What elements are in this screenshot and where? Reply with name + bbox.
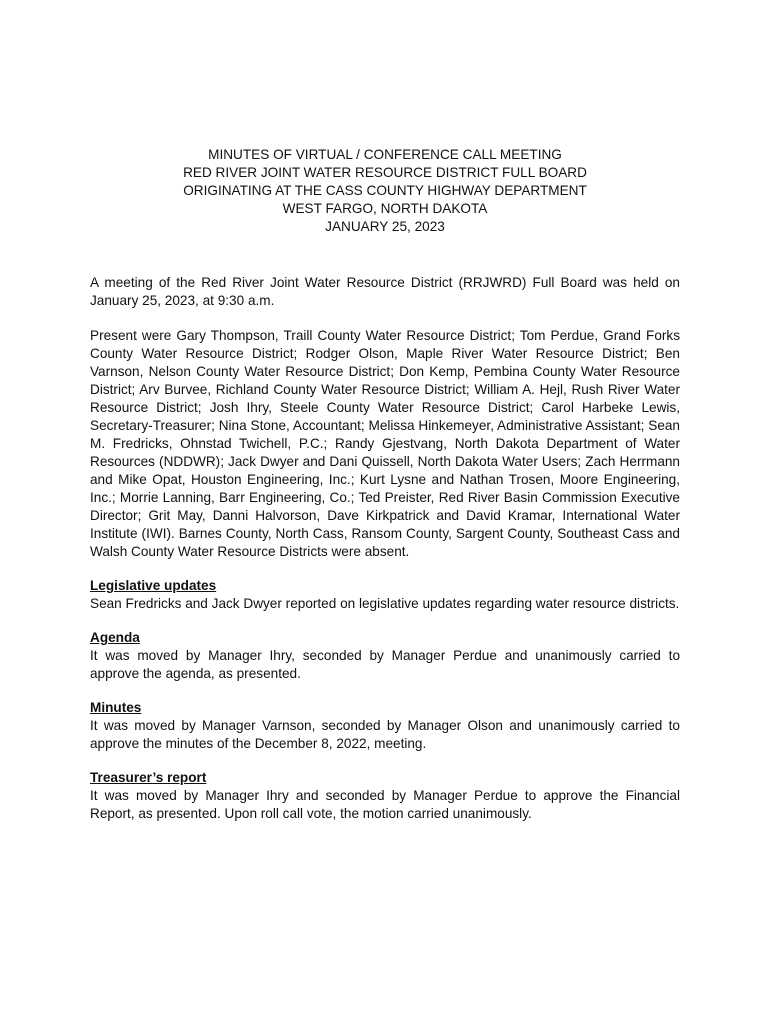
section-body: Sean Fredricks and Jack Dwyer reported on legislative updates regarding water resource districts. (90, 596, 680, 611)
section-heading: Minutes (90, 700, 142, 715)
title-line-1: MINUTES OF VIRTUAL / CONFERENCE CALL MEETING (208, 147, 562, 162)
section-heading: Legislative updates (90, 578, 217, 593)
title-line-5: JANUARY 25, 2023 (325, 219, 445, 234)
section-agenda (90, 629, 680, 683)
title-line-3: ORIGINATING AT THE CASS COUNTY HIGHWAY DEPARTMENT (183, 183, 587, 198)
section-treasurers-report (90, 769, 680, 823)
section-body: It was moved by Manager Varnson, seconded by Manager Olson and unanimously carried to approve the minutes of the December 8, 2022, meeting. (90, 718, 680, 751)
title-line-4: WEST FARGO, NORTH DAKOTA (282, 201, 488, 216)
intro-paragraph: A meeting of the Red River Joint Water Resource District (RRJWRD) Full Board was held on January 25, 2023, at 9:30 a.m. (90, 275, 680, 308)
section-minutes (90, 699, 680, 753)
section-heading: Agenda (90, 630, 140, 645)
attendees-paragraph: Present were Gary Thompson, Traill County Water Resource District; Tom Perdue, Grand Forks County Water Resource District; Rodger Olson, Maple River Water Resource District; Ben Varnson, Nelson County Water Resource District; Don Kemp, Pembina County Water Resource District; Arv Burvee, Richland County Water Resource District; William A. Hejl, Rush River Water Resource District; Josh Ihry, Steele County Water Resource District; Carol Harbeke Lewis, Secretary-Treasurer; Nina Stone, Accountant; Melissa Hinkemeyer, Administrative Assistant; Sean M. Fredricks, Ohnstad Twichell, P.C.; Randy Gjestvang, North Dakota Department of Water Resources (NDDWR); Jack Dwyer and Dani Quissell, North Dakota Water Users; Zach Herrmann and Mike Opat, Houston Engineering, Inc.; Kurt Lysne and Nathan Trosen, Moore Engineering, Inc.; Morrie Lanning, Barr Engineering, Co.; Ted Preister, Red River Basin Commission Executive Director; Grit May, Danni Halvorson, Dave Kirkpatrick and David Kramar, International Water Institute (IWI). Barnes County, North Cass, Ransom County, Sargent County, Southeast Cass and Walsh County Water Resource Districts were absent. (90, 328, 680, 559)
document-title (90, 146, 680, 236)
section-heading: Treasurer’s report (90, 770, 207, 785)
title-line-2: RED RIVER JOINT WATER RESOURCE DISTRICT FULL BOARD (183, 165, 587, 180)
section-body: It was moved by Manager Ihry and seconded by Manager Perdue to approve the Financial Report, as presented. Upon roll call vote, the motion carried unanimously. (90, 788, 680, 821)
document-page (90, 146, 680, 823)
section-legislative-updates (90, 577, 680, 613)
section-body: It was moved by Manager Ihry, seconded by Manager Perdue and unanimously carried to approve the agenda, as presented. (90, 648, 680, 681)
